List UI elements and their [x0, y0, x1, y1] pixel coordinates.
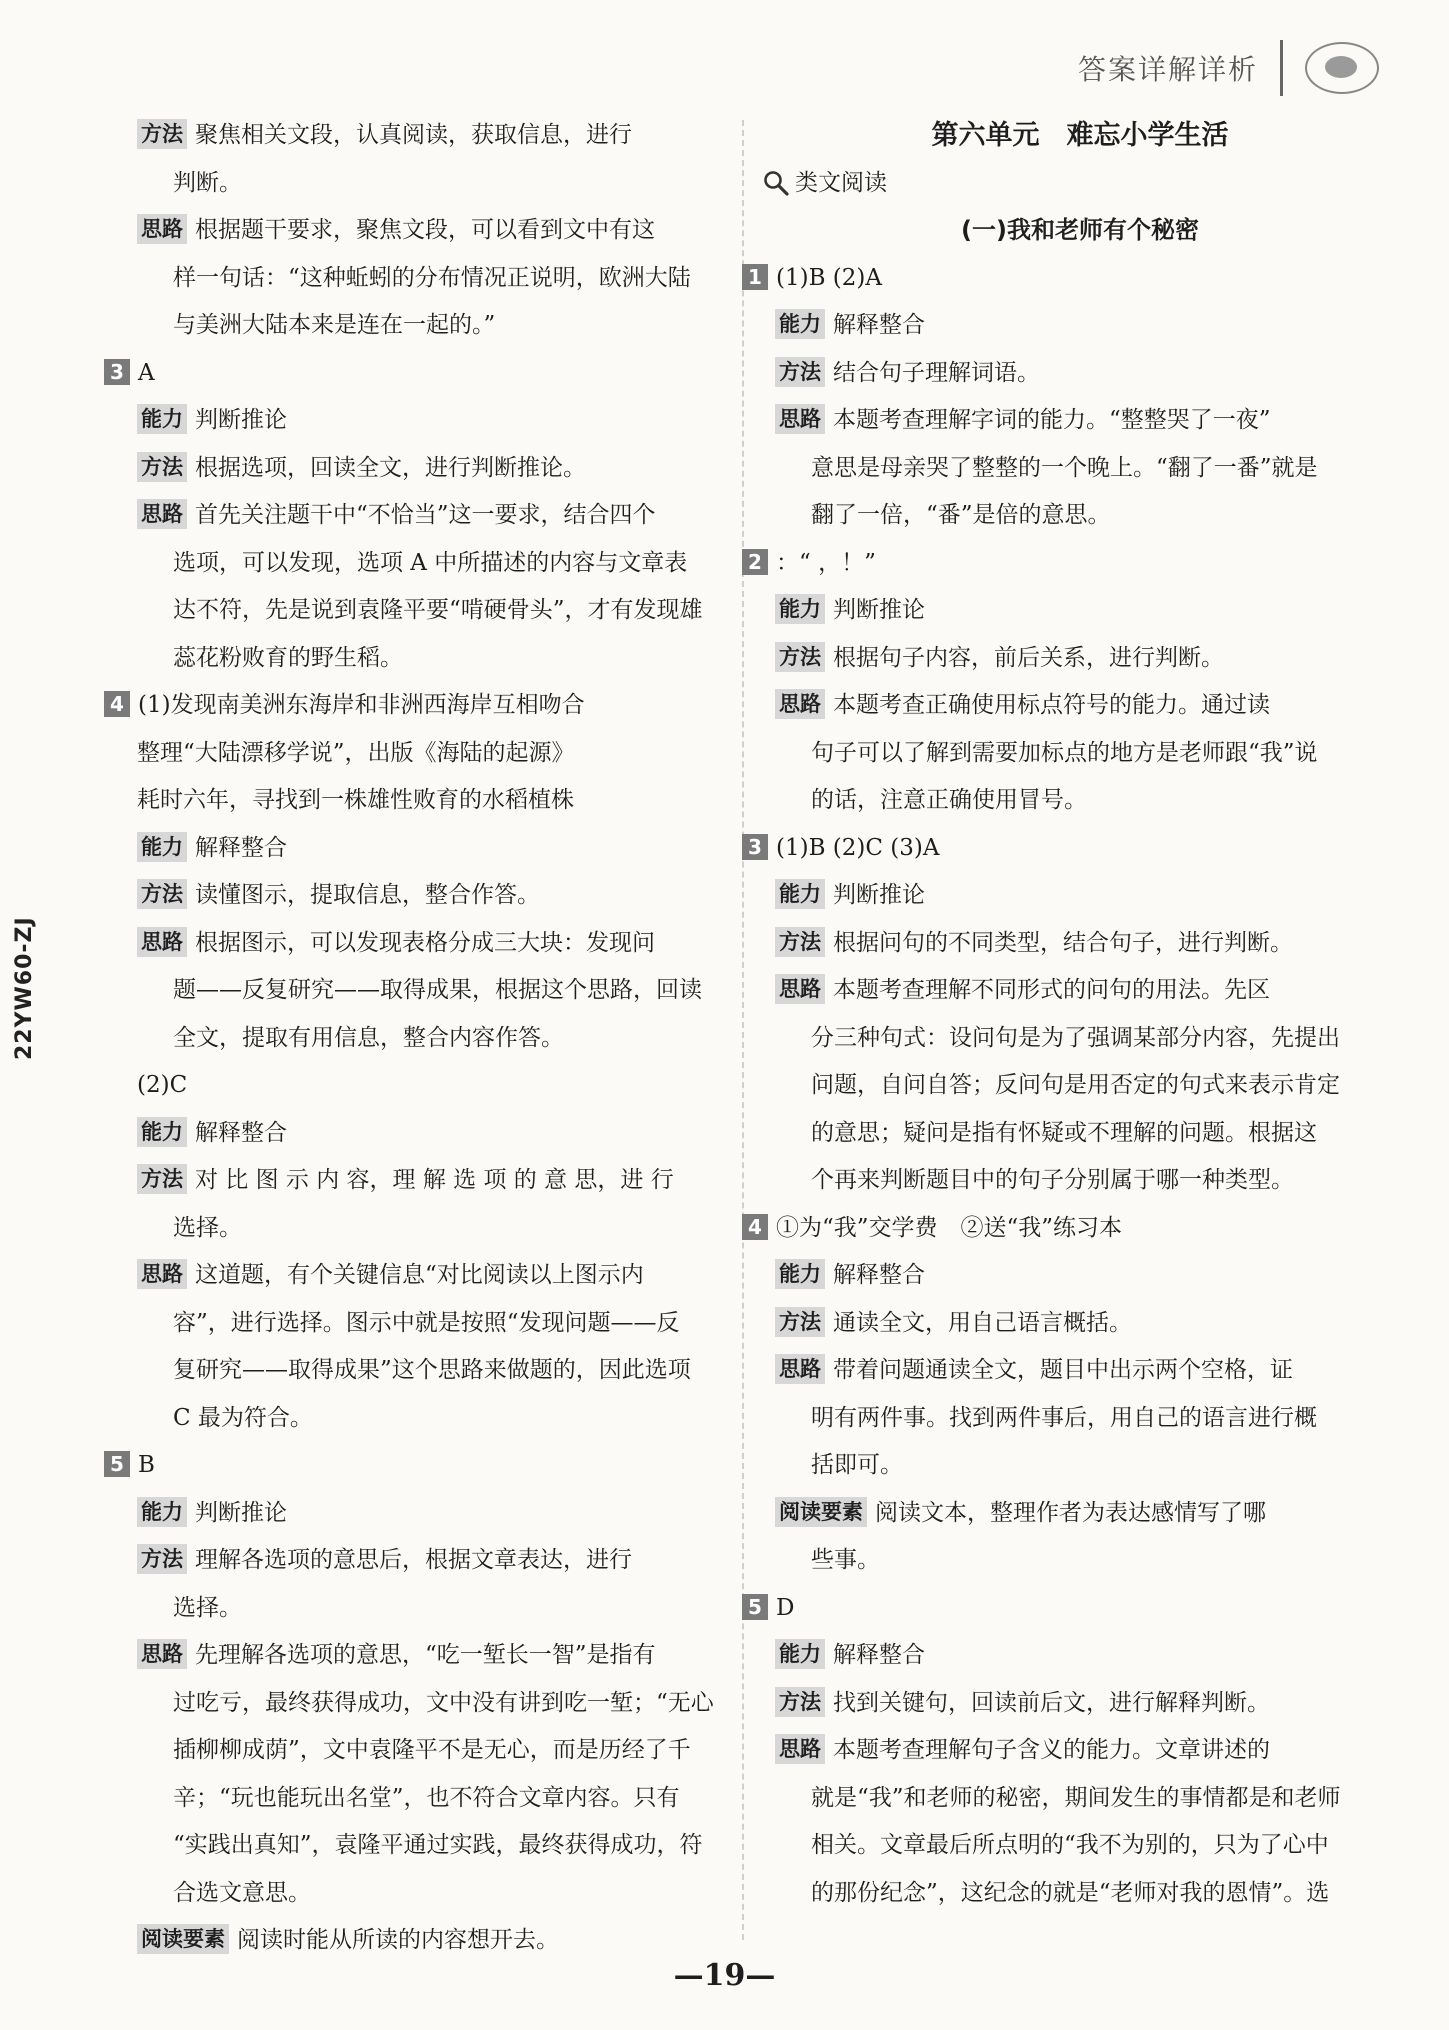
- answer-line: [775, 1157, 1385, 1205]
- answer-line: [137, 872, 737, 920]
- line-text: D: [776, 1594, 795, 1621]
- header-divider: [1280, 40, 1283, 96]
- answer-line: [775, 1395, 1385, 1443]
- side-code: 22YW60-ZJ: [12, 916, 37, 1060]
- answer-line: [775, 587, 1385, 635]
- line-text: 带着问题通读全文，题目中出示两个空格，证: [833, 1357, 1293, 1383]
- answer-line: [137, 1252, 737, 1300]
- answer-line: [137, 635, 737, 683]
- question-1: [748, 255, 1385, 303]
- question-2: [748, 540, 1385, 588]
- line-text: 复研究——取得成果”这个思路来做题的，因此选项: [173, 1357, 691, 1383]
- line-text: 本题考查理解不同形式的问句的用法。先区: [833, 977, 1270, 1003]
- label-tag: 思路: [775, 404, 825, 434]
- section-label: 类文阅读: [795, 169, 887, 196]
- answer-line: [775, 1537, 1385, 1585]
- line-text: 本题考查理解句子含义的能力。文章讲述的: [833, 1737, 1270, 1763]
- line-text: 理解各选项的意思后，根据文章表达，进行: [195, 1547, 632, 1573]
- question-3: [748, 825, 1385, 873]
- line-text: 解释整合: [833, 1642, 925, 1668]
- line-text: 根据问句的不同类型，结合句子，进行判断。: [833, 929, 1293, 956]
- answer-line: [137, 1537, 737, 1585]
- header-title: 答案详解详析: [1077, 53, 1258, 86]
- label-tag: 方法: [137, 1544, 187, 1574]
- answer-line: [137, 730, 737, 778]
- label-tag: 方法: [775, 1307, 825, 1337]
- answer-line: [137, 445, 737, 493]
- line-text: 括即可。: [811, 1452, 903, 1478]
- answer-line: [137, 1300, 737, 1348]
- answer-line: [775, 1347, 1385, 1395]
- line-text: 根据题干要求，聚焦文段，可以看到文中有这: [195, 217, 655, 243]
- answer-line: [775, 777, 1385, 825]
- line-text: “实践出真知”，袁隆平通过实践，最终获得成功，符: [173, 1832, 703, 1858]
- answer-line: [775, 1822, 1385, 1870]
- line-text: 本题考查正确使用标点符号的能力。通过读: [833, 692, 1270, 718]
- answer-line: [137, 302, 737, 350]
- line-text: 与美洲大陆本来是连在一起的。”: [173, 312, 496, 338]
- label-tag: 能力: [137, 832, 187, 862]
- label-tag: 思路: [137, 927, 187, 957]
- answer-line: [137, 397, 737, 445]
- line-text: A: [138, 359, 155, 386]
- question-number: 3: [104, 359, 130, 385]
- line-text: 的话，注意正确使用冒号。: [811, 787, 1087, 813]
- line-text: 读懂图示，提取信息，整合作答。: [195, 882, 540, 908]
- answer-line: [137, 825, 737, 873]
- line-text: 通读全文，用自己语言概括。: [833, 1309, 1132, 1336]
- label-tag: 方法: [137, 452, 187, 482]
- left-column: [110, 112, 737, 1965]
- question-4: [110, 682, 737, 730]
- label-tag: 思路: [775, 1354, 825, 1384]
- line-text: 达不符，先是说到袁隆平要“啃硬骨头”，才有发现雄: [173, 597, 703, 623]
- line-text: 过吃亏，最终获得成功，文中没有讲到吃一堑；“无心: [173, 1689, 714, 1716]
- line-text: 合选文意思。: [173, 1879, 311, 1906]
- publisher-logo-icon: [1305, 42, 1379, 94]
- answer-line: [137, 1205, 737, 1253]
- label-tag: 思路: [775, 689, 825, 719]
- label-tag: 方法: [775, 642, 825, 672]
- line-text: 对 比 图 示 内 容，理 解 选 项 的 意 思，进 行: [195, 1167, 674, 1193]
- answer-line: [137, 255, 737, 303]
- label-tag: 能力: [775, 879, 825, 909]
- answer-line: [137, 1347, 737, 1395]
- line-text: 辛；“玩也能玩出名堂”，也不符合文章内容。只有: [173, 1784, 680, 1811]
- article-title: (一)我和老师有个秘密: [961, 216, 1199, 244]
- page-header: [1078, 40, 1379, 96]
- question-number: 5: [742, 1594, 768, 1620]
- column-divider: [742, 120, 744, 1940]
- line-text: 问题，自问自答；反问句是用否定的句式来表示肯定: [811, 1072, 1340, 1098]
- answer-line: [775, 967, 1385, 1015]
- line-text: 样一句话：“这种蚯蚓的分布情况正说明，欧洲大陆: [173, 264, 691, 291]
- line-text: 判断推论: [195, 407, 287, 433]
- answer-line: [137, 1775, 737, 1823]
- answer-line: [137, 1062, 737, 1110]
- label-tag: 方法: [137, 119, 187, 149]
- answer-line: [137, 1680, 737, 1728]
- line-text: C 最为符合。: [173, 1404, 313, 1431]
- answer-line: [775, 1015, 1385, 1063]
- line-text: 容”，进行选择。图示中就是按照“发现问题——反: [173, 1309, 680, 1336]
- answer-line: [775, 872, 1385, 920]
- question-5: [110, 1442, 737, 1490]
- line-text: 个再来判断题目中的句子分别属于哪一种类型。: [811, 1167, 1294, 1193]
- answer-line: [137, 777, 737, 825]
- answer-line: [137, 967, 737, 1015]
- answer-line: [137, 1490, 737, 1538]
- answer-line: [775, 397, 1385, 445]
- unit-title: 第六单元 难忘小学生活: [931, 120, 1229, 151]
- answer-line: [775, 302, 1385, 350]
- line-text: 相关。文章最后所点明的“我不为别的，只为了心中: [811, 1832, 1329, 1858]
- magnifier-icon: [763, 170, 789, 196]
- line-text: 根据图示，可以发现表格分成三大块：发现问: [195, 929, 655, 956]
- label-tag: 阅读要素: [137, 1924, 229, 1954]
- answer-line: [775, 492, 1385, 540]
- line-text: 整理“大陆漂移学说”，出版《海陆的起源》: [137, 739, 575, 766]
- line-text: 蕊花粉败育的野生稻。: [173, 644, 403, 671]
- answer-line: [775, 635, 1385, 683]
- label-tag: 思路: [137, 214, 187, 244]
- line-text: ①为“我”交学费 ②送“我”练习本: [776, 1214, 1123, 1241]
- answer-line: [137, 1822, 737, 1870]
- question-number: 1: [742, 264, 768, 290]
- answer-line: [775, 682, 1385, 730]
- label-tag: 阅读要素: [775, 1497, 867, 1527]
- section-heading: [763, 160, 1385, 208]
- answer-line: [775, 1252, 1385, 1300]
- question-number: 4: [104, 691, 130, 717]
- line-text: ：“ ，！”: [776, 549, 876, 576]
- label-tag: 思路: [137, 499, 187, 529]
- answer-line: [137, 1585, 737, 1633]
- answer-line: [775, 1110, 1385, 1158]
- line-text: 句子可以了解到需要加标点的地方是老师跟“我”说: [811, 739, 1318, 766]
- line-text: 插柳柳成荫”，文中袁隆平不是无心，而是历经了千: [173, 1737, 691, 1763]
- label-tag: 思路: [775, 1734, 825, 1764]
- question-number: 3: [742, 834, 768, 860]
- answer-line: [137, 1632, 737, 1680]
- line-text: 些事。: [811, 1547, 880, 1573]
- question-3: [110, 350, 737, 398]
- answer-line: [775, 1490, 1385, 1538]
- line-text: 选项，可以发现，选项 A 中所描述的内容与文章表: [173, 549, 688, 576]
- line-text: 判断推论: [195, 1499, 287, 1526]
- answer-line: [137, 920, 737, 968]
- answer-line: [137, 1157, 737, 1205]
- label-tag: 能力: [137, 1117, 187, 1147]
- right-column: [748, 112, 1385, 1917]
- label-tag: 方法: [137, 1164, 187, 1194]
- line-text: 的意思；疑问是指有怀疑或不理解的问题。根据这: [811, 1119, 1317, 1146]
- answer-line: [775, 730, 1385, 778]
- line-text: (1)B (2)C (3)A: [776, 834, 940, 861]
- label-tag: 思路: [137, 1259, 187, 1289]
- line-text: 结合句子理解词语。: [833, 359, 1040, 386]
- answer-line: [137, 587, 737, 635]
- label-tag: 能力: [775, 1259, 825, 1289]
- line-text: 根据选项，回读全文，进行判断推论。: [195, 454, 586, 481]
- label-tag: 能力: [137, 404, 187, 434]
- line-text: 根据句子内容，前后关系，进行判断。: [833, 644, 1224, 671]
- answer-line: [775, 1442, 1385, 1490]
- answer-line: [775, 1727, 1385, 1775]
- line-text: 就是“我”和老师的秘密，期间发生的事情都是和老师: [811, 1784, 1341, 1811]
- line-text: B: [138, 1452, 155, 1478]
- answer-line: [137, 1870, 737, 1918]
- answer-line: [775, 445, 1385, 493]
- line-text: 题——反复研究——取得成果，根据这个思路，回读: [173, 977, 702, 1003]
- question-4: [748, 1205, 1385, 1253]
- label-tag: 能力: [775, 309, 825, 339]
- line-text: 判断。: [173, 169, 242, 196]
- line-text: 的那份纪念”，这纪念的就是“老师对我的恩情”。选: [811, 1879, 1330, 1906]
- answer-line: [775, 350, 1385, 398]
- line-text: 阅读时能从所读的内容想开去。: [237, 1927, 559, 1953]
- answer-line: [137, 112, 737, 160]
- line-text: 解释整合: [833, 1262, 925, 1288]
- line-text: (2)C: [137, 1072, 188, 1098]
- answer-line: [137, 160, 737, 208]
- answer-line: [775, 1062, 1385, 1110]
- line-text: 解释整合: [195, 834, 287, 861]
- line-text: 解释整合: [195, 1119, 287, 1146]
- line-text: 先理解各选项的意思，“吃一堑长一智”是指有: [195, 1642, 656, 1668]
- line-text: 选择。: [173, 1214, 242, 1241]
- line-text: 找到关键句，回读前后文，进行解释判断。: [833, 1689, 1270, 1716]
- question-number: 5: [104, 1451, 130, 1477]
- line-text: 阅读文本，整理作者为表达感情写了哪: [875, 1499, 1266, 1526]
- line-text: 明有两件事。找到两件事后，用自己的语言进行概: [811, 1404, 1317, 1431]
- label-tag: 思路: [775, 974, 825, 1004]
- right-answers: [748, 255, 1385, 1918]
- question-number: 2: [742, 549, 768, 575]
- answer-line: [137, 1015, 737, 1063]
- line-text: (1)B (2)A: [776, 264, 882, 291]
- line-text: 全文，提取有用信息，整合内容作答。: [173, 1024, 564, 1051]
- question-number: 4: [742, 1214, 768, 1240]
- answer-line: [137, 540, 737, 588]
- answer-line: [775, 1680, 1385, 1728]
- line-text: 这道题，有个关键信息“对比阅读以上图示内: [195, 1262, 644, 1288]
- page-number: —19—: [673, 1958, 776, 1993]
- line-text: 耗时六年，寻找到一株雄性败育的水稻植株: [137, 787, 574, 813]
- line-text: 本题考查理解字词的能力。“整整哭了一夜”: [833, 407, 1271, 433]
- line-text: 判断推论: [833, 597, 925, 623]
- line-text: 解释整合: [833, 312, 925, 338]
- answer-line: [775, 920, 1385, 968]
- answer-line: [137, 207, 737, 255]
- label-tag: 思路: [137, 1639, 187, 1669]
- label-tag: 能力: [775, 594, 825, 624]
- answer-line: [775, 1632, 1385, 1680]
- answer-line: [775, 1300, 1385, 1348]
- label-tag: 方法: [775, 1687, 825, 1717]
- label-tag: 方法: [775, 927, 825, 957]
- answer-line: [137, 1110, 737, 1158]
- line-text: 聚焦相关文段，认真阅读，获取信息，进行: [195, 122, 632, 148]
- label-tag: 方法: [137, 879, 187, 909]
- line-text: 选择。: [173, 1594, 242, 1621]
- answer-line: [775, 1870, 1385, 1918]
- line-text: (1)发现南美洲东海岸和非洲西海岸互相吻合: [138, 692, 585, 718]
- label-tag: 方法: [775, 357, 825, 387]
- answer-line: [137, 1727, 737, 1775]
- line-text: 首先关注题干中“不恰当”这一要求，结合四个: [195, 502, 656, 528]
- label-tag: 能力: [775, 1639, 825, 1669]
- line-text: 分三种句式：设问句是为了强调某部分内容，先提出: [811, 1024, 1340, 1051]
- line-text: 判断推论: [833, 882, 925, 908]
- line-text: 翻了一倍，“番”是倍的意思。: [811, 502, 1111, 528]
- answer-line: [137, 1395, 737, 1443]
- answer-line: [137, 492, 737, 540]
- label-tag: 能力: [137, 1497, 187, 1527]
- question-5: [748, 1585, 1385, 1633]
- line-text: 意思是母亲哭了整整的一个晚上。“翻了一番”就是: [811, 454, 1318, 481]
- answer-line: [775, 1775, 1385, 1823]
